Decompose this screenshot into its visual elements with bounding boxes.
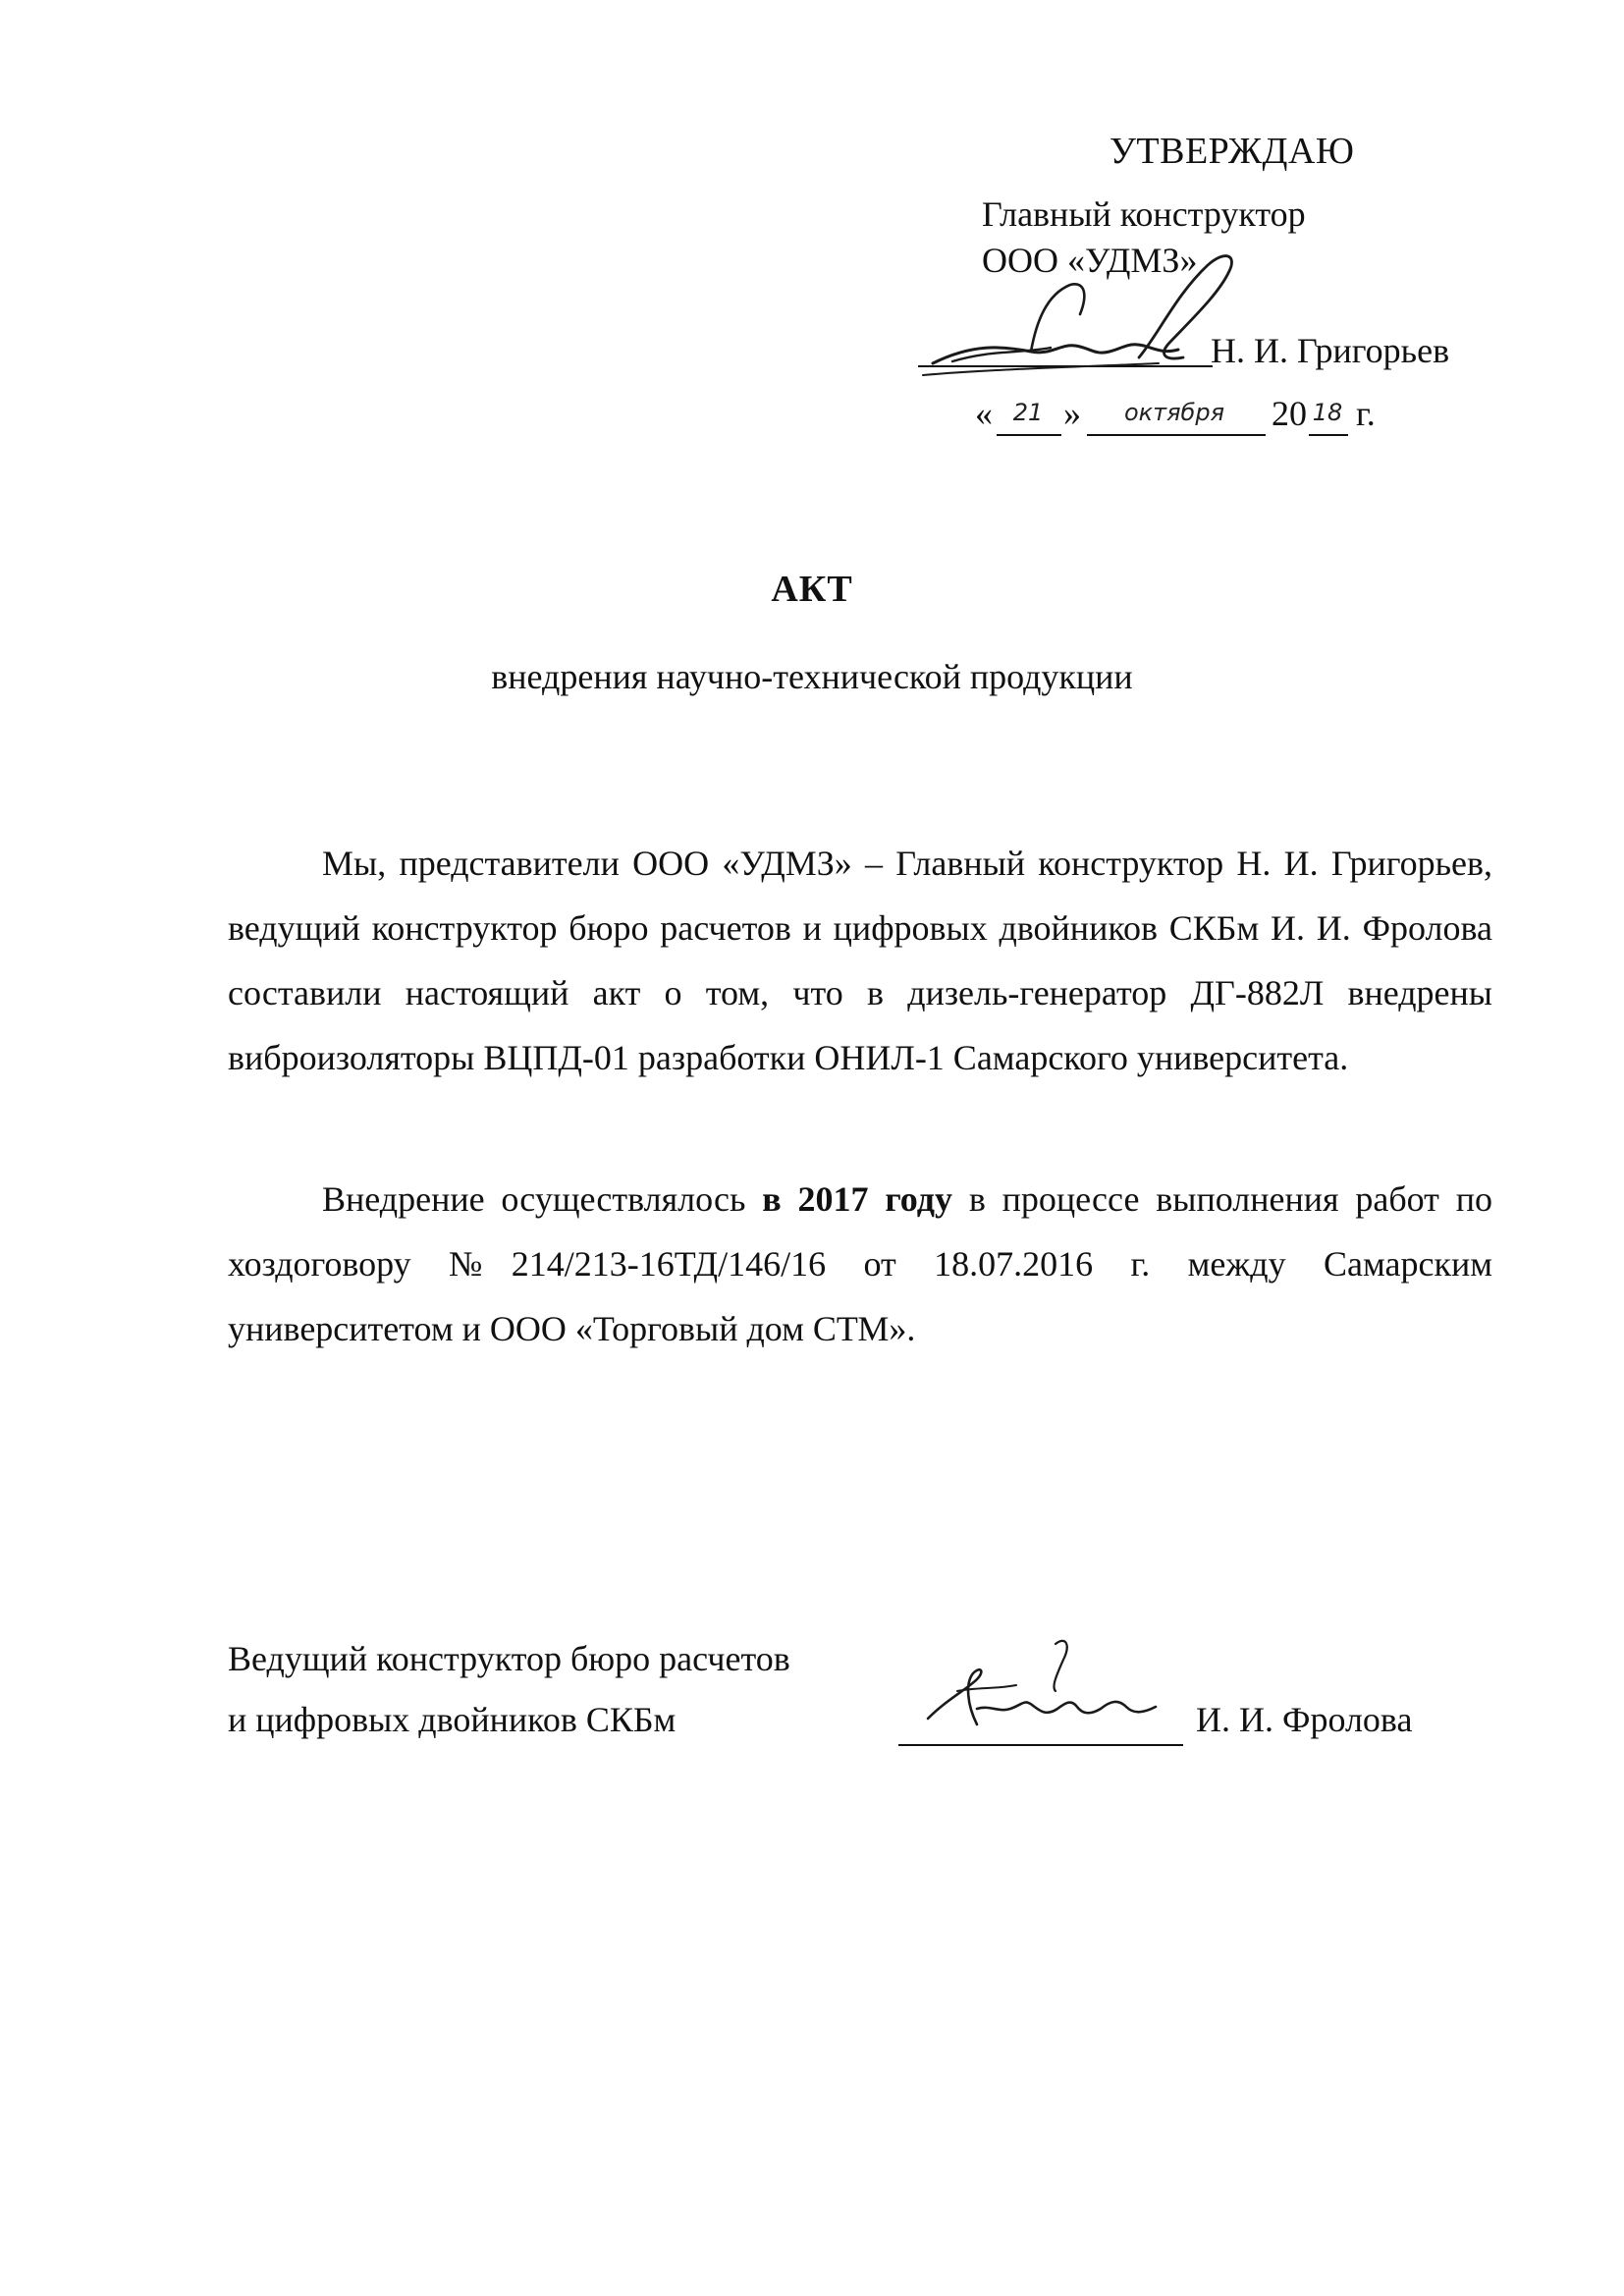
signer-signature bbox=[908, 1630, 1193, 1748]
paragraph-2-emphasis: в 2017 году bbox=[762, 1179, 952, 1219]
approval-heading: УТВЕРЖДАЮ bbox=[1110, 131, 1355, 172]
date-open-quote: « bbox=[975, 394, 993, 433]
date-year-prefix: 20 bbox=[1272, 394, 1307, 433]
approval-date bbox=[975, 393, 1387, 436]
date-year-underline bbox=[1309, 434, 1348, 436]
date-day: 21 bbox=[1012, 399, 1044, 426]
signer-position-line-1: Ведущий конструктор бюро расчетов bbox=[228, 1639, 790, 1678]
body-paragraph-1: Мы, представители ООО «УДМЗ» – Главный конструктор Н. И. Григорьев, ведущий конструктор бюро расчетов и цифровых двойников СКБм И. И. Фролова составили настоящий акт о том, что в дизель-генератор ДГ-882Л внедрены виброизоляторы ВЦПД-01 разработки ОНИЛ-1 Самарского университета. bbox=[228, 844, 1492, 1077]
document-title: АКТ bbox=[771, 569, 853, 610]
signer-signature-line bbox=[898, 1744, 1183, 1746]
approver-signature bbox=[913, 236, 1267, 383]
date-day-underline bbox=[997, 434, 1061, 436]
signer-name: И. И. Фролова bbox=[1196, 1700, 1413, 1739]
approver-position: Главный конструктор bbox=[982, 194, 1306, 234]
body-paragraph-2 bbox=[228, 1167, 1492, 1361]
date-month-underline bbox=[1087, 434, 1266, 436]
date-close-quote: » bbox=[1063, 394, 1081, 433]
paragraph-2-end: в процессе выполнения работ по хоздоговору №214/213-16ТД/146/16 от 18.07.2016 г. между Самарским университетом и ООО «Торговый дом СТМ». bbox=[228, 1179, 1493, 1348]
document-subtitle: внедрения научно-технической продукции bbox=[491, 657, 1133, 696]
approver-name: Н. И. Григорьев bbox=[1211, 331, 1450, 370]
paragraph-2-start: Внедрение осуществлялось bbox=[322, 1179, 763, 1219]
signer-position-line-2: и цифровых двойников СКБм bbox=[228, 1700, 677, 1739]
approver-organization: ООО «УДМЗ» bbox=[982, 241, 1198, 280]
date-year-suffix: 18 bbox=[1312, 399, 1343, 426]
date-year-unit: г. bbox=[1356, 394, 1376, 433]
date-month: октября bbox=[1123, 399, 1225, 426]
